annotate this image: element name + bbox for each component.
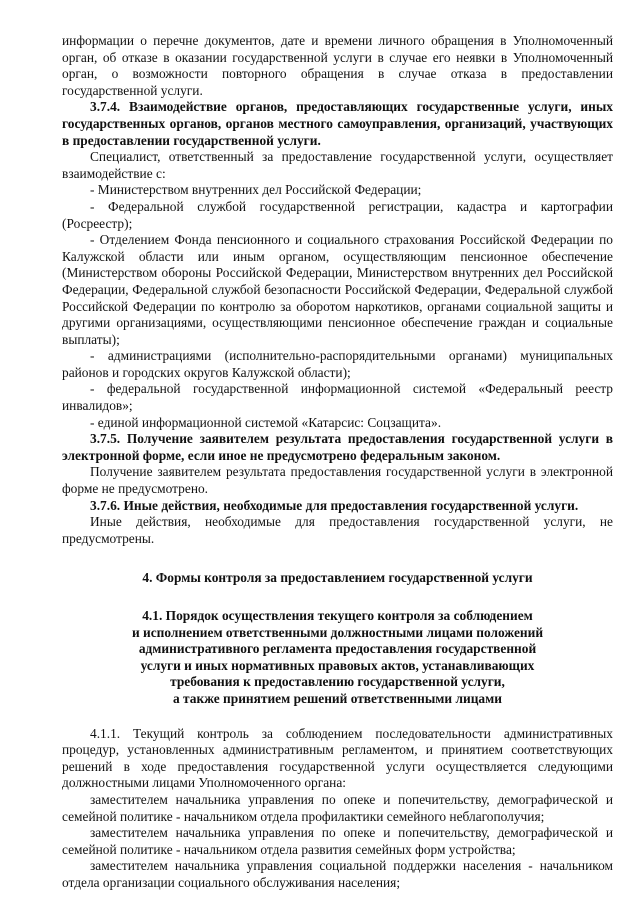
list-item: - Федеральной службой государственной регистрации, кадастра и картографии (Росреестр);	[62, 198, 613, 231]
paragraph-electronic-result: Получение заявителем результата предоставления государственной услуги в электронной форме не предусмотрено.	[62, 464, 613, 497]
clause-4-1-1: 4.1.1. Текущий контроль за соблюдением последовательности административных процедур, установленных административным регламентом, и принятием соответствующих решений в ходе предоставления государственной услуги осуществляется следующими должностными лицами Уполномоченного органа:	[62, 725, 613, 791]
list-item: - администрациями (исполнительно-распорядительными органами) муниципальных районов и городских округов Калужской области);	[62, 348, 613, 380]
clause-3-7-6-heading: 3.7.6. Иные действия, необходимые для предоставления государственной услуги.	[90, 497, 579, 513]
subsection-4-1-heading	[62, 608, 613, 708]
list-item: - Министерством внутренних дел Российской Федерации;	[90, 182, 422, 198]
clause-3-7-5-heading: 3.7.5. Получение заявителем результата предоставления государственной услуги в электронной форме, если иное не предусмотрено федеральным законом.	[62, 431, 613, 463]
subsection-heading-line: а также принятием решений ответственными лицами	[173, 690, 502, 706]
subsection-heading-line: 4.1. Порядок осуществления текущего контроля за соблюдением	[142, 608, 533, 623]
list-item: - Отделением Фонда пенсионного и социального страхования Российской Федерации по Калужской области или иным органом, осуществляющим пенсионное обеспечение (Министерством обороны Российской Федерации, Министерством внутренних дел Российской Федерации, Федеральной службой безопасности Российской Федерации, Федеральной службой Российской Федерации по контролю за оборотом наркотиков, органами социальной защиты и другими организациями, осуществляющими пенсионное обеспечение граждан и социальные выплаты);	[62, 232, 613, 347]
subsection-heading-line: услуги и иных нормативных правовых актов, устанавливающих	[140, 657, 535, 673]
paragraph-interaction-intro: Специалист, ответственный за предоставление государственной услуги, осуществляет взаимодействие с:	[62, 149, 613, 181]
clause-3-7-4-heading: 3.7.4. Взаимодействие органов, предоставляющих государственные услуги, иных государственных органов, органов местного самоуправления, организаций, участвующих в предоставлении государственной услуги.	[62, 99, 613, 148]
paragraph-continuation: информации о перечне документов, дате и времени личного обращения в Уполномоченный орган, об отказе в оказании государственной услуги в случае его неявки в Уполномоченный орган, о возможности повторного обращения в случае отказа в предоставлении государственной услуги.	[62, 33, 613, 98]
list-item: заместителем начальника управления по опеке и попечительству, демографической и семейной политике - начальником отдела профилактики семейного неблагополучия;	[62, 791, 613, 824]
list-item: заместителем начальника управления социальной поддержки населения - начальником отдела организации социального обслуживания населения;	[62, 858, 613, 890]
subsection-heading-line: и исполнением ответственными должностными лицами положений	[131, 624, 544, 640]
section-4-heading: 4. Формы контроля за предоставлением государственной услуги	[142, 570, 533, 586]
subsection-heading-line: административного регламента предоставления государственной	[138, 641, 537, 657]
subsection-heading-line: требования к предоставлению государственной услуги,	[170, 674, 505, 690]
list-item: - единой информационной системой «Катарсис: Соцзащита».	[90, 414, 442, 430]
list-item: - федеральной государственной информационной системой «Федеральный реестр инвалидов»;	[62, 381, 613, 414]
paragraph-other-actions: Иные действия, необходимые для предоставления государственной услуги, не предусмотрены.	[62, 514, 613, 546]
list-item: заместителем начальника управления по опеке и попечительству, демографической и семейной политике - начальником отдела развития семейных форм устройства;	[62, 825, 613, 857]
